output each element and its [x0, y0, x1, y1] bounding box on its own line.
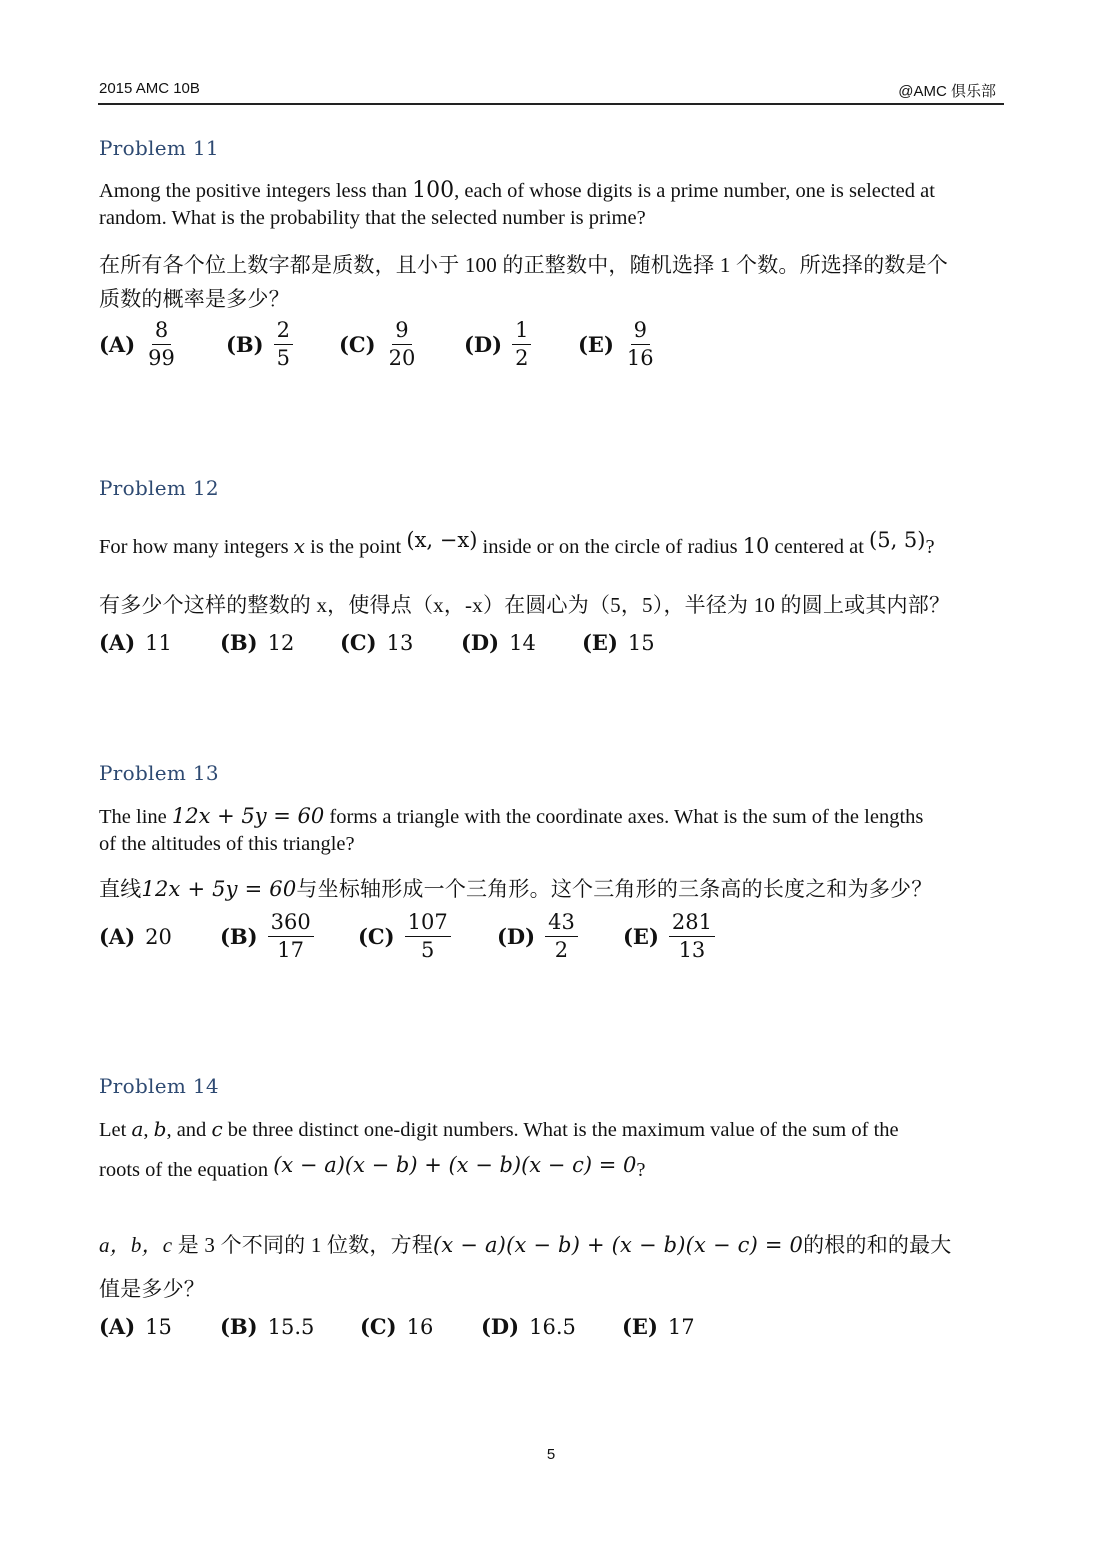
- denominator: 5: [420, 938, 435, 962]
- choice-e: [578, 320, 657, 369]
- problem-14-cn-text: 是 3 个不同的 1 位数，方程: [172, 1233, 433, 1257]
- denominator: 2: [554, 938, 569, 962]
- choice-value: 12: [267, 630, 295, 655]
- problem-12-math: 10: [742, 534, 770, 558]
- fraction: [145, 320, 178, 369]
- choice-value: 15: [145, 1314, 172, 1339]
- fraction: [669, 912, 715, 961]
- problem-13-cn-line: [99, 873, 932, 903]
- denominator: 20: [388, 346, 416, 370]
- choice-value: 14: [509, 630, 536, 655]
- problem-14-text: roots of the equation: [99, 1159, 274, 1181]
- problem-13-title: Problem 13: [99, 761, 219, 785]
- problem-13-choices: [99, 912, 715, 961]
- page-header: [98, 79, 1004, 105]
- problem-14-text: , and: [166, 1119, 212, 1141]
- choice-b: [220, 912, 358, 961]
- problem-11-cn-line-2: 质数的概率是多少？: [99, 287, 290, 311]
- numerator: 1: [512, 320, 531, 345]
- problem-12-text: inside or on the circle of radius: [477, 536, 743, 558]
- problem-12-text-line: [99, 528, 935, 559]
- problem-14-choices: [99, 1314, 695, 1339]
- choice-c: [360, 1314, 481, 1339]
- choice-e: [623, 912, 715, 961]
- problem-14-text: ?: [636, 1159, 646, 1181]
- numerator: 2: [274, 320, 293, 345]
- choice-a: [99, 1314, 220, 1339]
- problem-11-choices: [99, 320, 657, 369]
- choice-label: (E): [623, 924, 659, 949]
- fraction: [624, 320, 657, 369]
- problem-11-math: 100: [412, 178, 455, 203]
- problem-14-cn-text: 的根的和的最大: [803, 1233, 952, 1257]
- problem-14-equation: (x − a)(x − b) + (x − b)(x − c) = 0: [432, 1233, 804, 1257]
- denominator: 13: [678, 938, 706, 962]
- problem-12-cn-line: 有多少个这样的整数的 x，使得点（x，-x）在圆心为（5，5），半径为 10 的圆上或其内部？: [99, 593, 951, 617]
- choice-value: 13: [386, 630, 414, 655]
- problem-11-title: Problem 11: [99, 136, 219, 160]
- problem-13-text-line-1: [99, 804, 923, 829]
- choice-d: [464, 320, 578, 369]
- problem-13-equation: 12x + 5y = 60: [141, 877, 297, 901]
- fraction: [386, 320, 419, 369]
- numerator: 9: [631, 320, 650, 345]
- problem-13-cn-text: 直线: [99, 877, 142, 901]
- choice-label: (D): [497, 924, 536, 949]
- problem-13-equation: 12x + 5y = 60: [171, 804, 325, 828]
- choice-value: 15: [627, 630, 655, 655]
- denominator: 99: [148, 346, 175, 370]
- choice-label: (B): [220, 1314, 258, 1339]
- choice-a: [99, 630, 220, 655]
- problem-12-text: ?: [925, 536, 935, 558]
- choice-e: [622, 1314, 695, 1339]
- problem-13-text: The line: [99, 806, 172, 828]
- problem-12-title: Problem 12: [99, 476, 219, 500]
- problem-12-choices: [99, 630, 655, 655]
- choice-label: (B): [226, 332, 264, 357]
- choice-label: (B): [220, 630, 258, 655]
- choice-b: [220, 1314, 360, 1339]
- choice-label: (D): [464, 332, 503, 357]
- numerator: 360: [268, 912, 314, 937]
- problem-13-cn-text: 与坐标轴形成一个三角形。这个三角形的三条高的长度之和为多少？: [296, 877, 933, 901]
- choice-label: (C): [340, 630, 377, 655]
- choice-e: [582, 630, 655, 655]
- choice-d: [497, 912, 623, 961]
- choice-label: (E): [622, 1314, 658, 1339]
- numerator: 107: [405, 912, 451, 937]
- problem-14-text: ,: [143, 1119, 154, 1141]
- problem-12-text: centered at: [769, 536, 870, 558]
- choice-b: [226, 320, 339, 369]
- fraction: [512, 320, 531, 369]
- choice-label: (A): [99, 630, 136, 655]
- choice-value: 15.5: [267, 1314, 315, 1339]
- problem-14-cn-line-2: 值是多少？: [99, 1277, 205, 1301]
- denominator: 5: [276, 346, 290, 370]
- choice-label: (B): [220, 924, 258, 949]
- numerator: 43: [545, 912, 578, 937]
- problem-14-math: c: [211, 1117, 223, 1141]
- fraction: [268, 912, 314, 961]
- choice-value: 20: [145, 924, 172, 949]
- choice-value: 16: [406, 1314, 434, 1339]
- problem-14-text: Let: [99, 1119, 132, 1141]
- problem-14-text-line-2: [99, 1153, 646, 1182]
- choice-c: [339, 320, 464, 369]
- choice-c: [358, 912, 497, 961]
- problem-12-text: For how many integers: [99, 536, 294, 558]
- choice-d: [481, 1314, 622, 1339]
- problem-11-text: Among the positive integers less than: [99, 180, 413, 202]
- choice-c: [340, 630, 461, 655]
- problem-13-text: forms a triangle with the coordinate axes. What is the sum of the lengths: [324, 806, 924, 828]
- choice-a: [99, 924, 220, 949]
- problem-11-text-line-1: [99, 178, 935, 203]
- problem-12-math: (x, −x): [406, 528, 478, 552]
- problem-11-cn-line-1: 在所有各个位上数字都是质数，且小于 100 的正整数中，随机选择 1 个数。所选择的数是个: [99, 253, 948, 277]
- fraction: [545, 912, 578, 961]
- choice-label: (A): [99, 332, 136, 357]
- denominator: 17: [277, 938, 305, 962]
- choice-value: 16.5: [529, 1314, 576, 1339]
- problem-12-math: x: [293, 534, 306, 558]
- denominator: 2: [515, 346, 529, 370]
- choice-b: [220, 630, 340, 655]
- problem-14-math: a: [131, 1117, 144, 1141]
- denominator: 16: [626, 346, 654, 370]
- choice-label: (D): [481, 1314, 520, 1339]
- choice-d: [461, 630, 582, 655]
- numerator: 9: [392, 320, 411, 345]
- fraction: [274, 320, 293, 369]
- header-left: 2015 AMC 10B: [99, 80, 200, 97]
- header-right: @AMC 俱乐部: [898, 83, 996, 100]
- choice-label: (D): [461, 630, 500, 655]
- choice-label: (C): [358, 924, 395, 949]
- problem-14-equation: (x − a)(x − b) + (x − b)(x − c) = 0: [273, 1153, 637, 1177]
- problem-14-math: b: [153, 1117, 167, 1141]
- problem-11-text: , each of whose digits is a prime number, one is selected at: [454, 180, 935, 202]
- choice-label: (A): [99, 924, 136, 949]
- problem-12-text: is the point: [305, 536, 407, 558]
- fraction: [405, 912, 451, 961]
- numerator: 8: [152, 320, 171, 345]
- problem-11-text-line-2: random. What is the probability that the selected number is prime?: [99, 207, 646, 229]
- problem-14-title: Problem 14: [99, 1074, 219, 1098]
- choice-label: (A): [99, 1314, 136, 1339]
- choice-label: (C): [339, 332, 376, 357]
- choice-label: (E): [578, 332, 614, 357]
- choice-label: (C): [360, 1314, 397, 1339]
- problem-14-cn-line-1: [99, 1229, 952, 1259]
- problem-14-text: be three distinct one-digit numbers. What is the maximum value of the sum of the: [222, 1119, 899, 1141]
- numerator: 281: [669, 912, 715, 937]
- page-number: 5: [546, 1446, 556, 1463]
- choice-value: 17: [667, 1314, 695, 1339]
- choice-value: 11: [145, 630, 172, 655]
- problem-14-text-line-1: [99, 1117, 899, 1142]
- choice-a: [99, 320, 226, 369]
- choice-label: (E): [582, 630, 618, 655]
- problem-14-cn-vars: a，b，c: [99, 1233, 173, 1257]
- problem-12-math: (5, 5): [869, 528, 926, 552]
- problem-13-text-line-2: of the altitudes of this triangle?: [99, 833, 355, 855]
